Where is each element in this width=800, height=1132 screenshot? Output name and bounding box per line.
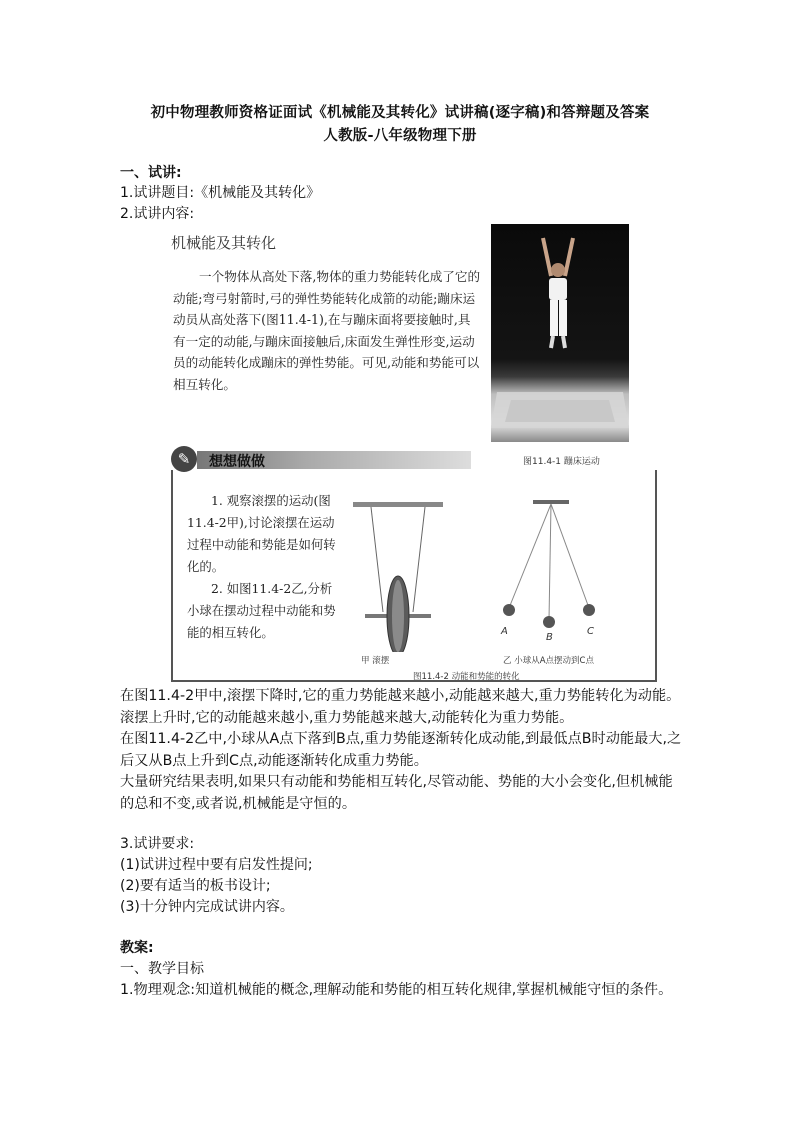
lesson-plan-heading: 教案: xyxy=(120,940,154,956)
activity-box-title: 想想做做 xyxy=(209,454,265,470)
activity-instructions xyxy=(187,490,337,644)
trampoline-photo xyxy=(491,224,629,442)
activity-box-header xyxy=(171,448,471,472)
requirement-item-2: (2)要有适当的板书设计; xyxy=(120,878,271,894)
lecture-topic: 1.试讲题目:《机械能及其转化》 xyxy=(120,185,321,201)
lecture-content-label: 2.试讲内容: xyxy=(120,206,195,222)
document-subtitle: 人教版-八年级物理下册 xyxy=(323,128,477,144)
trampoline-athlete-image xyxy=(491,224,629,442)
pendulum-label-a: A xyxy=(501,626,508,637)
rolling-pendulum-caption: 甲 滚摆 xyxy=(361,656,390,666)
pendulum-label-c: C xyxy=(587,626,594,637)
photo-caption: 图11.4-1 蹦床运动 xyxy=(523,457,600,467)
figure-caption: 图11.4-2 动能和势能的转化 xyxy=(413,672,520,682)
wrench-icon: ✎ xyxy=(171,446,197,472)
pendulum-illustration xyxy=(493,496,613,646)
explanation-paragraph-3: 大量研究结果表明,如果只有动能和势能相互转化,尽管动能、势能的大小会变化,但机械能的总和不变,或者说,机械能是守恒的。 xyxy=(120,774,673,812)
document-title: 初中物理教师资格证面试《机械能及其转化》试讲稿(逐字稿)和答辩题及答案 xyxy=(150,105,650,121)
textbook-excerpt xyxy=(163,222,663,684)
pendulum-label-b: B xyxy=(546,632,553,643)
activity-item-1: 1. 观察滚摆的运动(图11.4-2甲),讨论滚摆在运动过程中动能和势能是如何转化的。 xyxy=(187,493,336,574)
teaching-goal-1: 1.物理观念:知道机械能的概念,理解动能和势能的相互转化规律,掌握机械能守恒的条件。 xyxy=(120,982,673,998)
explanation-paragraph-1: 在图11.4-2甲中,滚摆下降时,它的重力势能越来越小,动能越来越大,重力势能转化为动能。滚摆上升时,它的动能越来越小,重力势能越来越大,动能转化为重力势能。 xyxy=(120,688,681,726)
requirement-item-1: (1)试讲过程中要有启发性提问; xyxy=(120,857,313,873)
activity-item-2: 2. 如图11.4-2乙,分析小球在摆动过程中动能和势能的相互转化。 xyxy=(187,581,336,640)
teaching-goals-heading: 一、教学目标 xyxy=(120,961,204,977)
requirements-heading: 3.试讲要求: xyxy=(120,836,195,852)
requirement-item-3: (3)十分钟内完成试讲内容。 xyxy=(120,899,294,915)
textbook-heading: 机械能及其转化 xyxy=(171,234,277,252)
textbook-paragraph: 一个物体从高处下落,物体的重力势能转化成了它的动能;弯弓射箭时,弓的弹性势能转化成箭的动能;蹦床运动员从高处落下(图11.4-1),在与蹦床面将要接触时,具有一定的动能,与蹦床面接触后,床面发生弹性形变,运动员的动能转化成蹦床的弹性势能。可见,动能和势能可以相互转化。 xyxy=(173,269,481,392)
explanation-paragraph-2: 在图11.4-2乙中,小球从A点下落到B点,重力势能逐渐转化成动能,到最低点B时动能最大,之后又从B点上升到C点,动能逐渐转化成重力势能。 xyxy=(120,731,682,769)
rolling-pendulum-illustration xyxy=(349,492,449,652)
section-heading-lecture: 一、试讲: xyxy=(120,165,182,181)
pendulum-caption: 乙 小球从A点摆动到C点 xyxy=(503,656,594,666)
